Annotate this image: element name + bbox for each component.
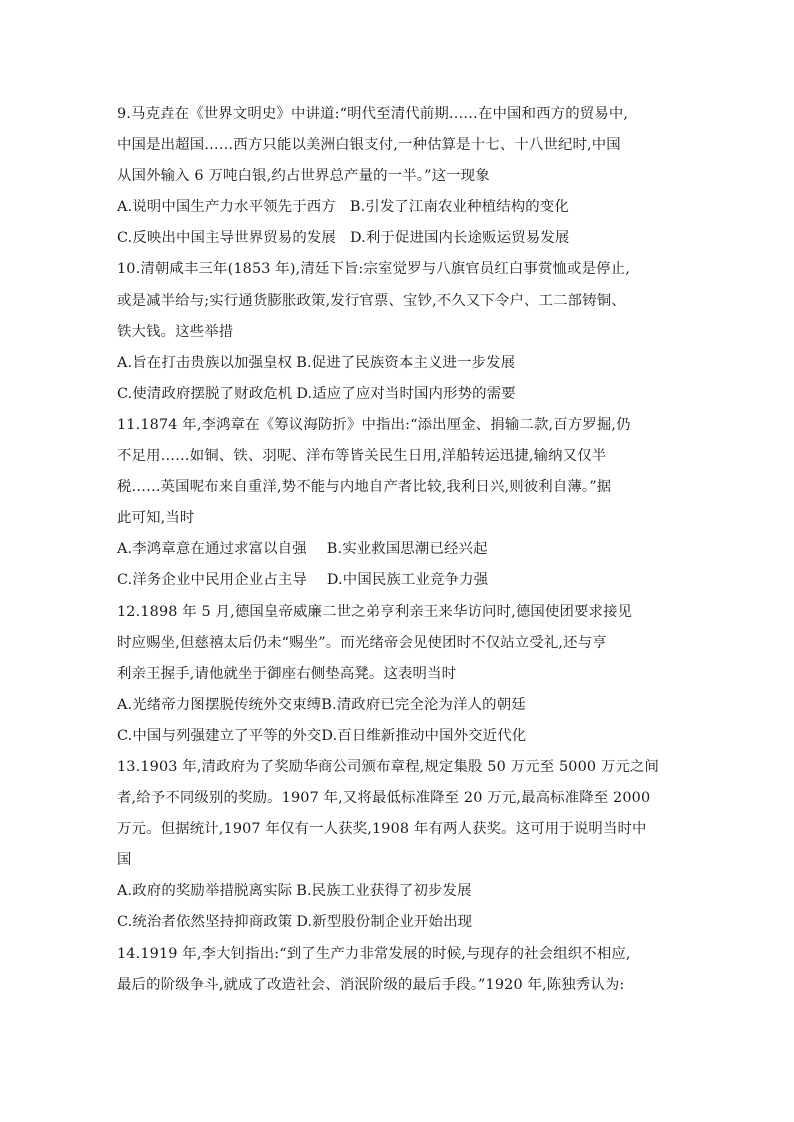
question-stem-line: 税……英国呢布来自重洋,势不能与内地自产者比较,我利日兴,则彼利自薄。”据 bbox=[117, 479, 612, 496]
option-c[interactable]: C.使清政府摆脱了财政危机 bbox=[117, 385, 293, 402]
options-row bbox=[117, 721, 677, 752]
options-row bbox=[117, 876, 677, 907]
options-row bbox=[117, 690, 677, 721]
question-stem-line: 12.1898 年 5 月,德国皇帝威廉二世之弟亨利亲王来华访问时,德国使团要求接见 bbox=[117, 603, 633, 620]
question-10 bbox=[117, 254, 677, 409]
question-stem-line: 铁大钱。这些举措 bbox=[117, 323, 234, 340]
question-stem-line: 此可知,当时 bbox=[117, 510, 195, 527]
option-c[interactable]: C.洋务企业中民用企业占主导 bbox=[117, 572, 307, 589]
option-c[interactable]: C.中国与列强建立了平等的外交 bbox=[117, 727, 322, 744]
option-b[interactable]: B.引发了江南农业种植结构的变化 bbox=[349, 199, 569, 216]
question-stem-line: 13.1903 年,清政府为了奖励华商公司颁布章程,规定集股 50 万元至 5000 万元之间 bbox=[117, 758, 660, 775]
option-b[interactable]: B.清政府已完全沦为洋人的朝廷 bbox=[321, 696, 526, 713]
options-row bbox=[117, 565, 677, 596]
question-stem-line: 利亲王握手,请他就坐于御座右侧垫高凳。这表明当时 bbox=[117, 665, 457, 682]
options-row bbox=[117, 534, 677, 565]
question-11 bbox=[117, 410, 677, 597]
option-a[interactable]: A.光绪帝力图摆脱传统外交束缚 bbox=[117, 696, 322, 713]
options-row bbox=[117, 907, 677, 938]
option-b[interactable]: B.民族工业获得了初步发展 bbox=[296, 883, 472, 900]
question-stem-line: 万元。但据统计,1907 年仅有一人获奖,1908 年有两人获奖。这可用于说明当时中 bbox=[117, 821, 647, 838]
question-stem-line: 国 bbox=[117, 852, 132, 869]
question-14 bbox=[117, 939, 677, 1001]
option-b[interactable]: B.促进了民族资本主义进一步发展 bbox=[296, 354, 516, 371]
question-stem-line: 14.1919 年,李大钊指出:“到了生产力非常发展的时候,与现存的社会组织不相应, bbox=[117, 945, 631, 962]
options-row bbox=[117, 379, 677, 410]
question-12 bbox=[117, 597, 677, 752]
options-row bbox=[117, 223, 677, 254]
option-b[interactable]: B.实业救国思潮已经兴起 bbox=[326, 541, 488, 558]
question-stem-line: 不足用……如铜、铁、羽呢、洋布等皆关民生日用,洋船转运迅捷,输纳又仅半 bbox=[117, 448, 607, 465]
question-stem-line: 11.1874 年,李鸿章在《筹议海防折》中指出:“添出厘金、捐输二款,百方罗掘,仍 bbox=[117, 416, 631, 433]
option-a[interactable]: A.李鸿章意在通过求富以自强 bbox=[117, 541, 307, 558]
question-stem-line: 最后的阶级争斗,就成了改造社会、消泯阶级的最后手段。”1920 年,陈独秀认为: bbox=[117, 976, 625, 993]
question-stem-line: 10.清朝咸丰三年(1853 年),清廷下旨:宗室觉罗与八旗官员红白事赏恤或是停止, bbox=[117, 261, 630, 278]
question-9 bbox=[117, 99, 677, 254]
exam-page bbox=[117, 99, 677, 1001]
options-row bbox=[117, 348, 677, 379]
question-stem-line: 时应赐坐,但慈禧太后仍未“赐坐”。而光绪帝会见使团时不仅站立受礼,还与亨 bbox=[117, 634, 607, 651]
option-a[interactable]: A.说明中国生产力水平领先于西方 bbox=[117, 199, 336, 216]
options-row bbox=[117, 192, 677, 223]
option-d[interactable]: D.中国民族工业竞争力强 bbox=[326, 572, 489, 589]
question-stem-line: 从国外输入 6 万吨白银,约占世界总产量的一半。”这一现象 bbox=[117, 168, 490, 185]
option-d[interactable]: D.利于促进国内长途贩运贸易发展 bbox=[349, 230, 570, 247]
option-d[interactable]: D.适应了应对当时国内形势的需要 bbox=[296, 385, 516, 402]
option-d[interactable]: D.新型股份制企业开始出现 bbox=[296, 914, 473, 931]
option-a[interactable]: A.政府的奖励举措脱离实际 bbox=[117, 883, 293, 900]
option-a[interactable]: A.旨在打击贵族以加强皇权 bbox=[117, 354, 293, 371]
question-stem-line: 或是减半给与;实行通货膨胀政策,发行官票、宝钞,不久又下令户、工二部铸铜、 bbox=[117, 292, 626, 309]
question-13 bbox=[117, 752, 677, 939]
option-d[interactable]: D.百日维新推动中国外交近代化 bbox=[321, 727, 527, 744]
option-c[interactable]: C.反映出中国主导世界贸易的发展 bbox=[117, 230, 336, 247]
option-c[interactable]: C.统治者依然坚持抑商政策 bbox=[117, 914, 293, 931]
question-stem-line: 中国是出超国……西方只能以美洲白银支付,一种估算是十七、十八世纪时,中国 bbox=[117, 137, 621, 154]
question-stem-line: 9.马克垚在《世界文明史》中讲道:“明代至清代前期……在中国和西方的贸易中, bbox=[117, 106, 629, 122]
question-stem-line: 者,给予不同级别的奖励。1907 年,又将最低标准降至 20 万元,最高标准降至 2000 bbox=[117, 790, 651, 807]
